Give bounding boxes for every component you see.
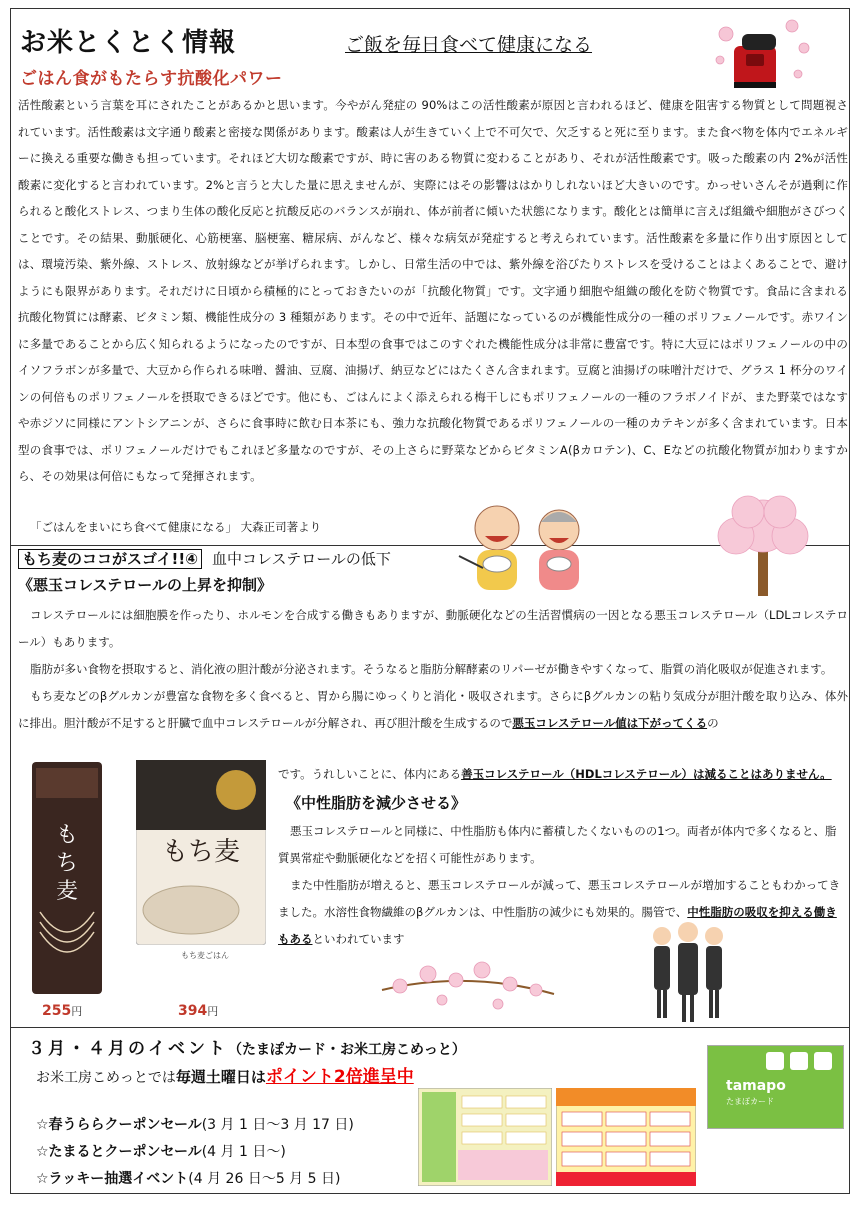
article2-title: 血中コレステロールの低下 <box>211 550 391 568</box>
article2-label: もち麦のココがスゴイ!!④ <box>18 549 202 569</box>
rice-cooker-illustration <box>712 12 812 92</box>
rice-package-caption <box>140 950 270 961</box>
udon-price <box>42 1003 82 1019</box>
event-item <box>36 1112 354 1139</box>
article2-paragraph-4 <box>278 761 844 788</box>
event-dates: (4 月 26 日～5 月 5 日) <box>188 1171 341 1187</box>
article2-body-continued <box>278 761 844 953</box>
elderly-couple-illustration <box>455 498 600 598</box>
event-dates: (4 月 1 日～) <box>201 1144 286 1160</box>
spring-coupon-flyer <box>418 1088 552 1186</box>
event-label: ☆ラッキー抽選イベント <box>36 1171 189 1187</box>
events-list <box>36 1112 354 1193</box>
article2-p3-text: もち麦などのβグルカンが豊富な食物を多く食べると、胃から腸にゆっくりと消化・吸収されます。さらにβグルカンの粘り気成分が胆汁酸を取り込み、体外に排出。胆汁酸が不足すると肝臓で血中コレステロールが分解され、再び胆汁酸を生成するので <box>18 689 848 730</box>
svg-text:も: も <box>55 823 79 848</box>
triglyceride-highlight: 中性脂肪の吸収を抑える働きもある <box>278 905 837 946</box>
ldl-highlight: 悪玉コレステロール値は下がってくる <box>512 716 708 730</box>
card-logo-box <box>814 1052 832 1070</box>
article2-paragraph-3 <box>18 683 848 737</box>
mochi-mugi-rice-package <box>136 760 266 945</box>
article2-paragraph-5: 悪玉コレステロールと同様に、中性脂肪も体内に蓄積したくないものの1つ。両者が体内で多くなると、脂質異常症や動脈硬化などを招く可能性があります。 <box>278 824 837 865</box>
article2-p6-text: また中性脂肪が増えると、悪玉コレステロールが減って、悪玉コレステロールが増加することもわかってきました。水溶性食物繊維のβグルカンは、中性脂肪の減少にも効果的。腸管で、 <box>278 878 841 919</box>
article2-p4-text: です。うれしいことに、体内にある <box>278 767 462 781</box>
rice-product-name: もち麦ごはん <box>181 951 229 960</box>
article2-paragraph-6 <box>278 872 844 953</box>
section-divider-2 <box>10 1027 850 1028</box>
tamaruto-coupon-flyer <box>556 1088 696 1186</box>
hdl-highlight: 善玉コレステロール（HDLコレステロール）は減ることはありません。 <box>461 767 832 781</box>
event-dates: (3 月 1 日～3 月 17 日) <box>201 1117 354 1133</box>
udon-price-value: 255 <box>42 1003 72 1019</box>
article2-p3-tail: の <box>707 716 719 730</box>
event-label: ☆たまるとクーポンセール <box>36 1144 202 1160</box>
article2-body <box>18 602 848 737</box>
card-logo-box <box>766 1052 784 1070</box>
section1-title: ごはん食がもたらす抗酸化パワー <box>20 69 283 89</box>
svg-text:もち麦: もち麦 <box>161 837 241 867</box>
events-note <box>36 1062 414 1087</box>
business-people-illustration <box>644 918 734 1026</box>
article2-paragraph-1: コレステロールには細胞膜を作ったり、ホルモンを合成する働きもありますが、動脈硬化などの生活習慣病の一因となる悪玉コレステロール（LDLコレステロール）もあります。 <box>18 608 848 649</box>
rice-price <box>178 1003 218 1019</box>
card-name: tamapo <box>726 1078 786 1094</box>
event-label: ☆春うららクーポンセール <box>36 1117 202 1133</box>
event-item <box>36 1139 354 1166</box>
mochi-mugi-udon-package <box>32 762 102 994</box>
udon-price-unit: 円 <box>71 1005 83 1018</box>
blossom-branch-illustration <box>378 950 558 1020</box>
article1-citation: 「ごはんをまいにち食べて健康になる」 大森正司著より <box>30 520 322 534</box>
card-subtitle: たまぽカード <box>726 1097 774 1106</box>
tamapo-card <box>707 1045 844 1129</box>
events-title-paren: （たまぽカード・お米工房こめっと） <box>228 1042 466 1058</box>
events-title: ３月・４月のイベント <box>28 1039 228 1059</box>
svg-text:ち: ち <box>55 851 79 876</box>
article2-heading <box>18 548 391 569</box>
rice-price-unit: 円 <box>207 1005 219 1018</box>
page-subtitle: ご飯を毎日食べて健康になる <box>345 34 593 56</box>
events-heading <box>28 1034 466 1059</box>
page-title: お米とくとく情報 <box>20 28 237 58</box>
events-note-bold: 毎週土曜日は <box>175 1068 266 1086</box>
cherry-tree-illustration <box>708 490 818 600</box>
point-campaign-highlight: ポイント2倍進呈中 <box>265 1067 414 1087</box>
article2-subheading-2: 《中性脂肪を減少させる》 <box>286 794 467 812</box>
card-logo-box <box>790 1052 808 1070</box>
article2-paragraph-2: 脂肪が多い食物を摂取すると、消化液の胆汁酸が分泌されます。そうなると脂肪分解酵素のリパーゼが働きやすくなって、脂質の消化吸収が促進されます。 <box>30 662 833 676</box>
rice-price-value: 394 <box>178 1003 208 1019</box>
article1-body: 活性酸素という言葉を耳にされたことがあるかと思います。今やがん発症の 90%はこの活性酸素が原因と言われるほど、健康を阻害する物質として問題視されています。活性酸素は文字通り酸素と密接な関係があります。酸素は人が生きていく上で不可欠で、欠乏すると死に至ります。また食べ物を体内でエネルギーに換える重要な働きも担っています。それほど大切な酸素ですが、時に害のある物質に変わることがあり、それが活性酸素です。吸った酸素の内 2%が活性酸素に変化すると言われています。2%と言うと大した量に思えませんが、実際にはその影響ははかりしれないほど大きいのです。かっせいさんそが過剰に作られると酸化ストレス、つまり生体の酸化反応と抗酸反応のバランスが崩れ、体が前者に傾いた状態になります。酸化とは簡単に言えば組織や細胞がさびつくことです。その結果、動脈硬化、心筋梗塞、脳梗塞、糖尿病、がんなど、様々な病気が発症すると考えられています。活性酸素を多量に作り出す原因としては、環境汚染、紫外線、ストレス、放射線などが挙げられます。しかし、日常生活の中では、紫外線を浴びたりストレスを受けることはよくあることで、避けようにも限界があります。それだけに日頃から積極的にとっておきたいのが「抗酸化物質」です。文字通り細胞や組織の酸化を防ぐ物質です。食品に含まれる抗酸化物質には酵素、ビタミン類、機能性成分の 3 種類があります。その中で近年、話題になっているのが機能性成分の一種のポリフェノールです。赤ワインに多量であることから広く知られるようになったのですが、日本型の食事ではこのすぐれた機能性成分は非常に豊富です。特に大豆にはポリフェノールの中のイソフラボンが多量で、大豆から作られる味噌、醤油、豆腐、油揚げ、納豆などにはたくさん含まれます。豆腐と油揚げの味噌汁だけで、グラス 1 杯分のワインの何倍ものポリフェノールを摂取できるほどです。他にも、ごはんによく添えられる梅干しにもポリフェノールの一種のフラボノイドが、また野菜ではなすや赤ジソに同様にアントシアニンが、さらに食事時に飲む日本茶にも、強力な抗酸化物質であるポリフェノールの一種のカテキンが多く含まれています。日本型の食事では、ポリフェノールだけでもこれほど多量なのですが、その上さらに野菜などからビタミンA(βカロテン)、C、Eなどの抗酸化物質が加わりますから、その効果は何倍にもなって発揮されます。 <box>18 98 848 483</box>
svg-text:麦: 麦 <box>55 879 79 904</box>
article2-p6-tail: といわれています <box>312 932 405 946</box>
article2-subheading: 《悪玉コレステロールの上昇を抑制》 <box>18 576 272 594</box>
event-item <box>36 1166 354 1193</box>
events-note-prefix: お米工房こめっとでは <box>36 1070 176 1086</box>
